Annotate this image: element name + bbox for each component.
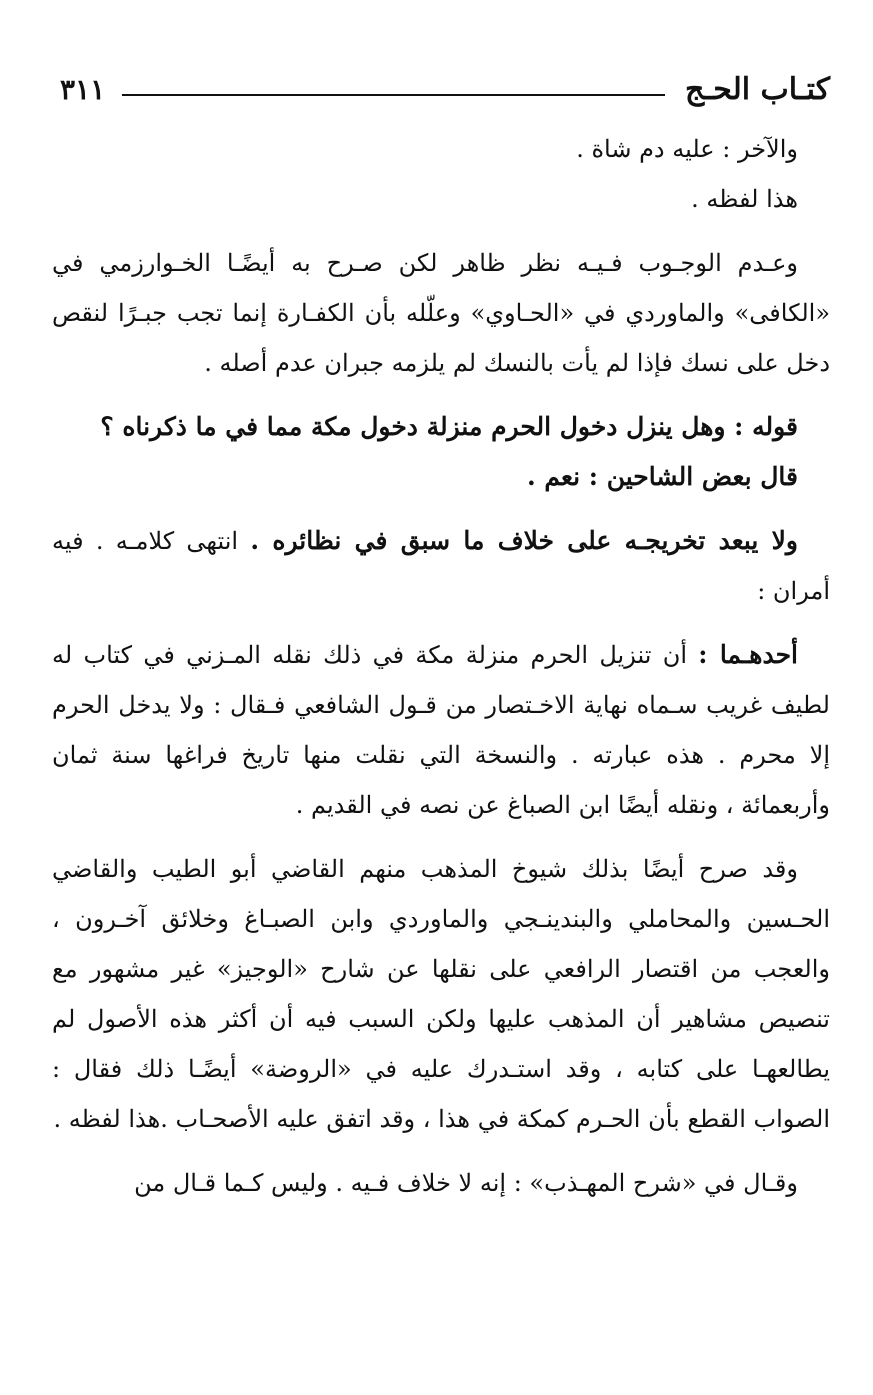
paragraph-6-bold: ولا يبعد تخريجـه على خلاف ما سبق في نظائره . — [250, 526, 799, 555]
paragraph-7-bold: أحدهـما : — [698, 640, 798, 669]
header-rule — [122, 94, 665, 96]
page-header — [60, 68, 830, 112]
paragraph-2: هذا لفظه . — [691, 185, 798, 213]
paragraph-1: والآخر : عليه دم شاة . — [576, 135, 798, 163]
paragraph-3: وعـدم الوجـوب فـيـه نظر ظاهر لكن صـرح به أيضًـا الخـوارزمي في «الكافى» والماوردي في «الحـاوي» وعلّله بأن الكفـارة إنما تجب جبـرًا لنقص دخل على نسك فإذا لم يأت بالنسك لم يلزمه جبران عدم أصله . — [52, 249, 830, 377]
paragraph-9: وقـال في «شرح المهـذب» : إنه لا خلاف فـيه . وليس كـما قـال من — [134, 1169, 798, 1197]
paragraph-5-quote: قال بعض الشاحين : نعم . — [527, 462, 798, 491]
page-number: ٣١١ — [60, 73, 106, 106]
page-body — [52, 124, 830, 1222]
paragraph-6-rest: انتهى كلامـه . فيه أمران : — [52, 527, 830, 605]
running-title: كتـاب الحـج — [685, 72, 830, 107]
paragraph-8: وقد صرح أيضًا بذلك شيوخ المذهب منهم القاضي أبو الطيب والقاضي الحـسين والمحاملي والبندينـجي والماوردي وابن الصبـاغ وخلائق آخـرون ، والعجب من اقتصار الرافعي على نقلها عن شارح «الوجيز» غير مشهور مع تنصيص مشاهير أن المذهب عليها ولكن السبب فيه أن أكثر هذه الأصول لم يطالعهـا على كتابه ، وقد استـدرك عليه في «الروضة» أيضًـا ذلك فقال : الصواب القطع بأن الحـرم كمكة في هذا ، وقد اتفق عليه الأصحـاب .هذا لفظه . — [52, 855, 831, 1133]
paragraph-7-rest: أن تنزيل الحرم منزلة مكة في ذلك نقله المـزني في كتاب له لطيف غريب سـماه نهاية الاخـتصار من قـول الشافعي فـقال : ولا يدخل الحرم إلا محرم . هذه عبارته . والنسخة التي نقلت منها تاريخ فراغها سنة ثمان وأربعمائة ، ونقله أيضًا ابن الصباغ عن نصه في القديم . — [52, 641, 830, 819]
paragraph-4-quote: قوله : وهل ينزل دخول الحرم منزلة دخول مكة مما في ما ذكرناه ؟ — [100, 412, 798, 441]
paragraph-6 — [52, 516, 830, 616]
paragraph-7 — [52, 630, 830, 830]
